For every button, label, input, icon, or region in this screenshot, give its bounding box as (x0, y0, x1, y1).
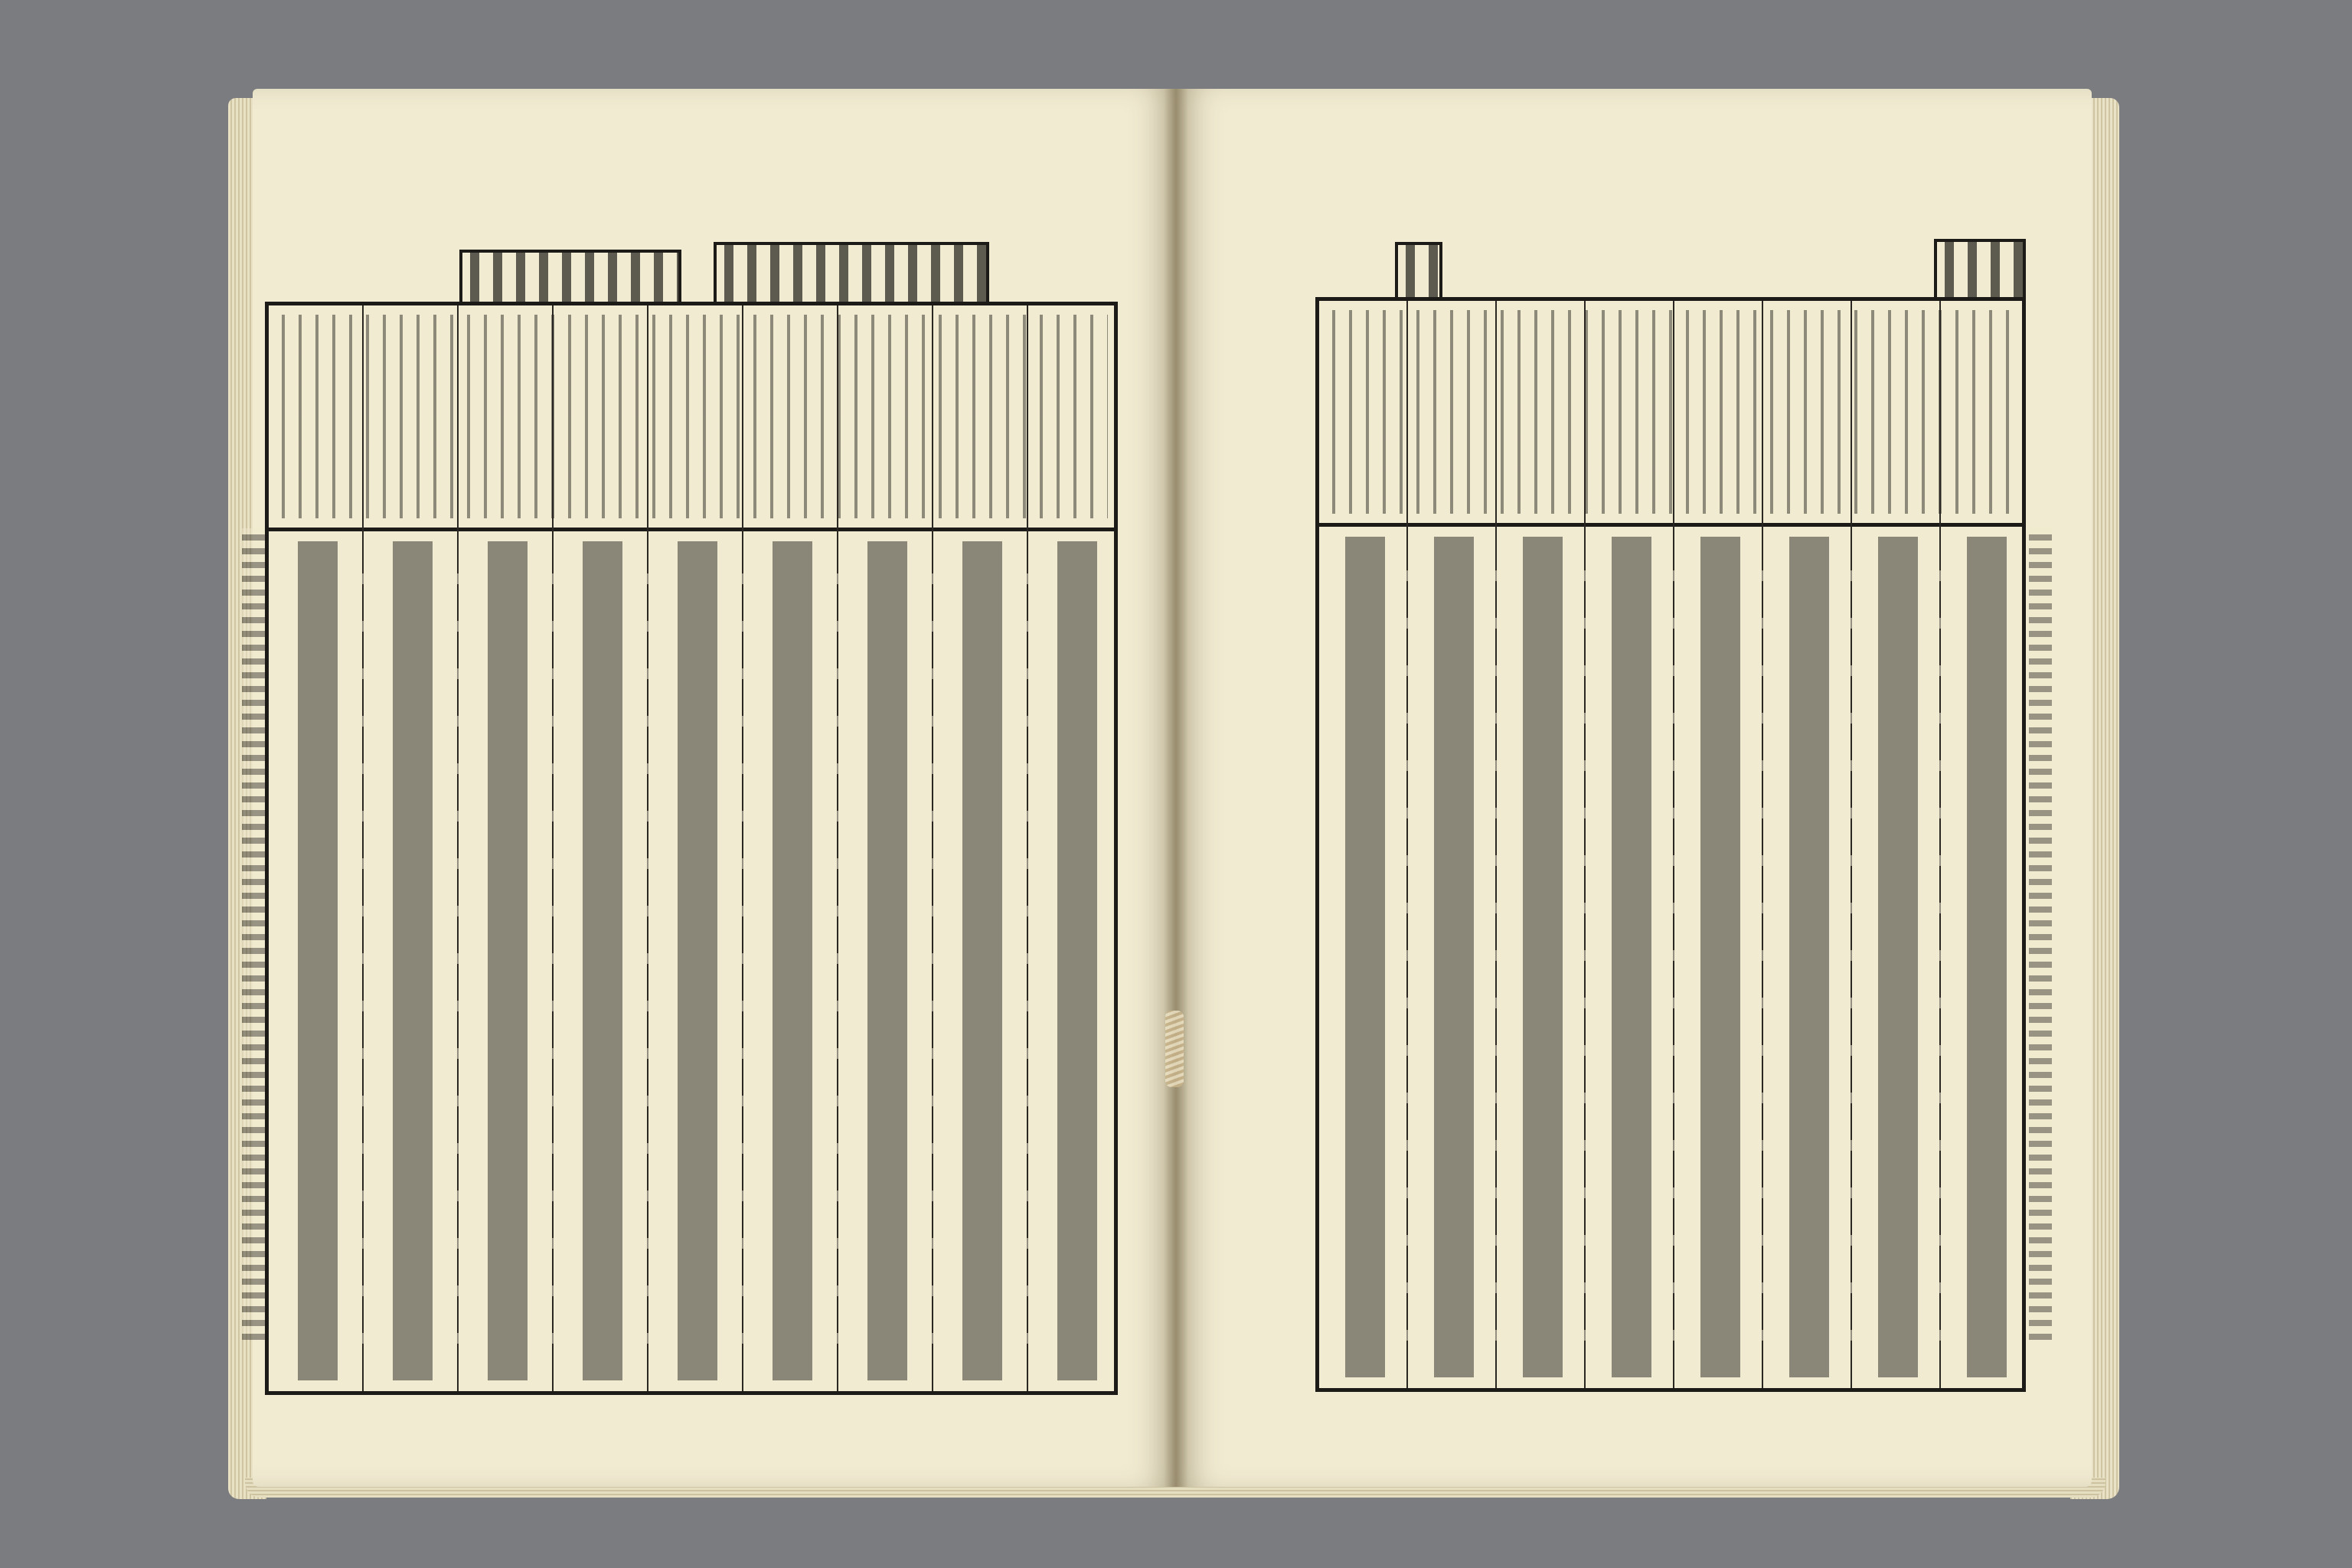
left-main-text (276, 541, 1106, 1380)
right-margin-label (2029, 528, 2052, 1340)
left-header-box-1 (459, 250, 681, 305)
left-text-frame (265, 302, 1118, 1395)
left-margin-label (242, 528, 265, 1340)
right-main-text (1327, 537, 2014, 1377)
binding-thread (1165, 1011, 1184, 1087)
left-header-box-2 (714, 242, 989, 305)
right-header-box-2 (1934, 239, 2026, 300)
book-gutter (1164, 89, 1188, 1487)
right-header-box-1 (1395, 242, 1442, 300)
right-text-frame (1315, 297, 2026, 1392)
